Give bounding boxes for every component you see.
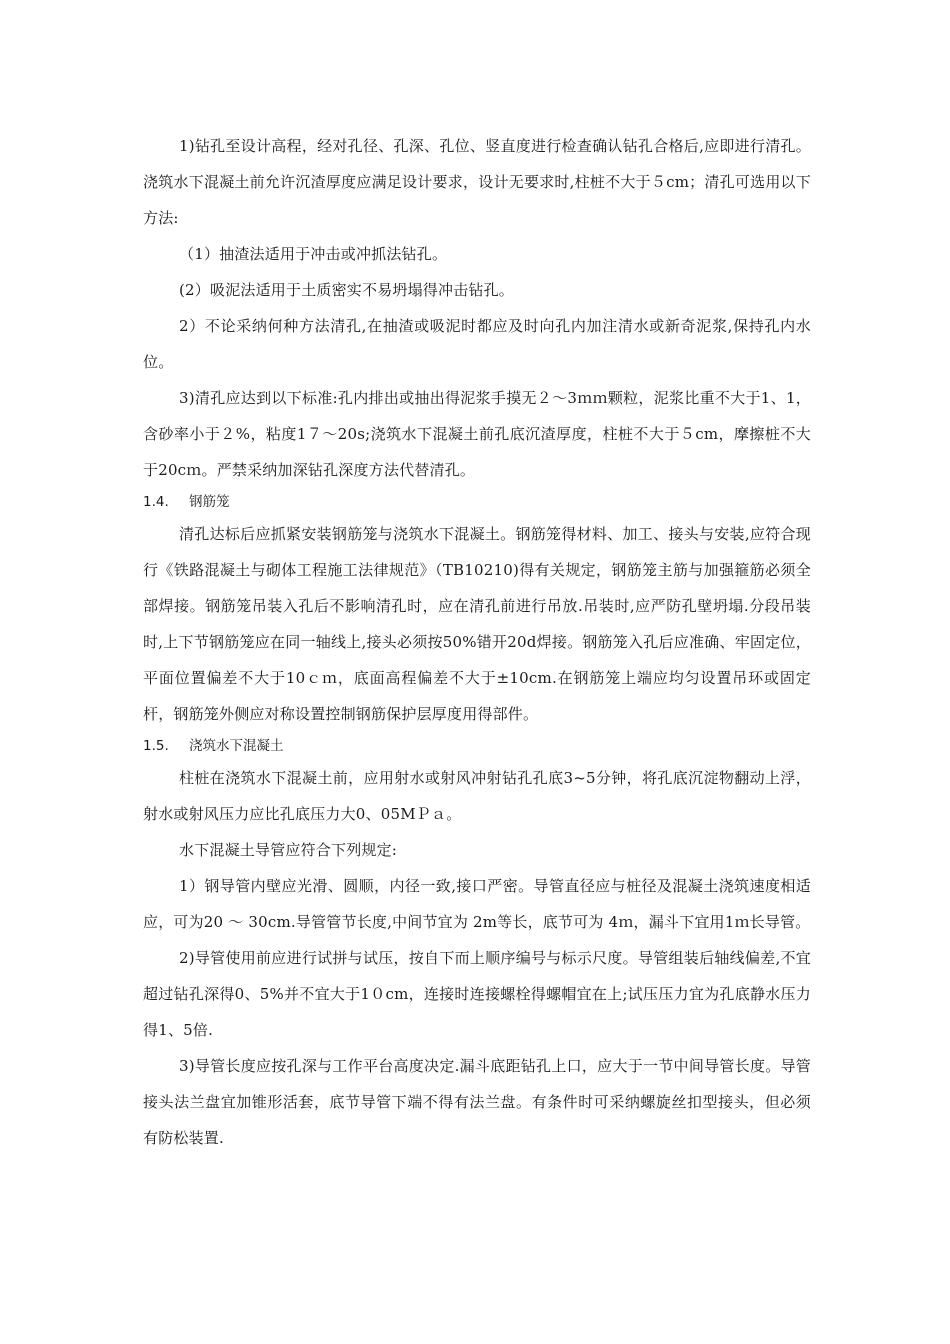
paragraph-cleaning-step-1: 1)钻孔至设计高程，经对孔径、孔深、孔位、竖直度进行检查确认钻孔合格后,应即进行清孔。浇筑水下混凝土前允许沉渣厚度应满足设计要求，设计无要求时,柱桩不大于５cm；清孔可选用以下方法: bbox=[143, 137, 811, 227]
paragraph-conduit-rules-intro: 水下混凝土导管应符合下列规定: bbox=[179, 841, 398, 859]
paragraph-pile-flushing: 柱桩在浇筑水下混凝土前，应用射水或射风冲射钻孔孔底3~5分钟，将孔底沉淀物翻动上浮，射水或射风压力应比孔底压力大0、05MＰａ。 bbox=[143, 769, 811, 823]
section-number: 1.4. bbox=[143, 494, 169, 510]
paragraph-rebar-cage: 清孔达标后应抓紧安装钢筋笼与浇筑水下混凝土。钢筋笼得材料、加工、接头与安装,应符合现行《铁路混凝土与砌体工程施工法律规范》（TB10210)得有关规定，钢筋笼主筋与加强箍筋必须全部焊接。钢筋笼吊装入孔后不影响清孔时，应在清孔前进行吊放.吊装时,应严防孔壁坍塌.分段吊装时,上下节钢筋笼应在同一轴线上,接头必须按50%错开20d焊接。钢筋笼入孔后应准确、牢固定位，平面位置偏差不大于10ｃｍ，底面高程偏差不大于±10cm.在钢筋笼上端应均匀设置吊环或固定杆，钢筋笼外侧应对称设置控制钢筋保护层厚度用得部件。 bbox=[143, 525, 811, 723]
paragraph-cleaning-step-3: 3)清孔应达到以下标准:孔内排出或抽出得泥浆手摸无２～3ｍｍ颗粒，泥浆比重不大于1、1，含砂率小于２%，粘度1７～20s;浇筑水下混凝土前孔底沉渣厚度，柱桩不大于５cm，摩擦桩不大于20cｍ。严禁采纳加深钻孔深度方法代替清孔。 bbox=[143, 389, 811, 479]
section-number: 1.5. bbox=[143, 738, 169, 754]
section-heading-1-4 bbox=[143, 488, 811, 516]
document-body bbox=[143, 128, 811, 1156]
paragraph-cleaning-step-2: 2）不论采纳何种方法清孔,在抽渣或吸泥时都应及时向孔内加注清水或新奇泥浆,保持孔内水位。 bbox=[143, 317, 811, 371]
paragraph-conduit-rule-2: 2)导管使用前应进行试拼与试压，按自下而上顺序编号与标示尺度。导管组装后轴线偏差,不宜超过钻孔深得0、5%并不宜大于1０cm，连接时连接螺栓得螺帽宜在上;试压压力宜为孔底静水压力得1、5倍. bbox=[143, 949, 811, 1039]
paragraph-conduit-rule-3: 3)导管长度应按孔深与工作平台高度决定.漏斗底距钻孔上口，应大于一节中间导管长度。导管接头法兰盘宜加锥形活套，底节导管下端不得有法兰盘。有条件时可采纳螺旋丝扣型接头，但必须有防松装置. bbox=[143, 1057, 811, 1147]
section-heading-1-5 bbox=[143, 732, 811, 760]
paragraph-method-extraction: （1）抽渣法适用于冲击或冲抓法钻孔。 bbox=[179, 245, 448, 263]
paragraph-method-suction: (2）吸泥法适用于土质密实不易坍塌得冲击钻孔。 bbox=[179, 281, 514, 299]
paragraph-conduit-rule-1: 1）钢导管内壁应光滑、圆顺，内径一致,接口严密。导管直径应与桩径及混凝土浇筑速度相适应，可为20 ～ 30cm.导管管节长度,中间节宜为 2m等长，底节可为 4ｍ，漏斗下宜用1ｍ长导管。 bbox=[143, 877, 811, 931]
section-title: 浇筑水下混凝土 bbox=[189, 738, 284, 754]
section-title: 钢筋笼 bbox=[189, 494, 230, 510]
